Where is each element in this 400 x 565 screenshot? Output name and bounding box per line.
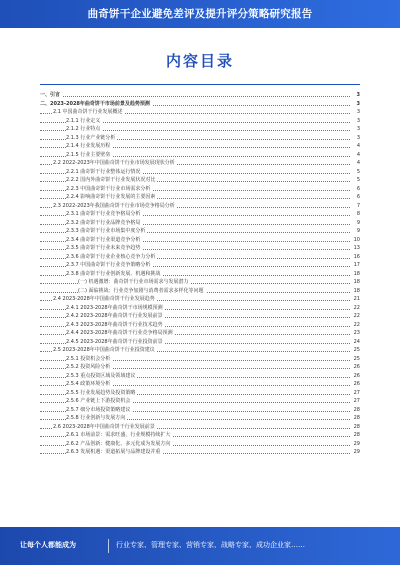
report-header: [0, 0, 400, 28]
toc-entry-page: 25: [353, 355, 360, 362]
toc-entry-page: 26: [353, 372, 360, 379]
toc-entry-page: 21: [353, 296, 360, 302]
toc-entry-text: (二) 面临挑战：行业竞争加剧与消费者需求多样化等问题: [78, 287, 204, 294]
toc-entry-text: 2.5.5 行业发展趋势及投资策略: [66, 389, 136, 396]
toc-entry-text: 2.1.4 行业发展历程: [66, 143, 111, 149]
toc-entry-text: 2.5.3 重点投资区域及领域建议: [66, 372, 136, 379]
toc-entry-page: 6: [356, 194, 360, 200]
toc-entry[interactable]: [40, 406, 360, 415]
toc-entry-page: 23: [353, 330, 360, 336]
toc-entry-page: 26: [353, 381, 360, 387]
toc-entry[interactable]: [40, 389, 360, 398]
toc-entry-page: 28: [353, 415, 360, 421]
toc-entry-text: 2.3.6 曲奇饼干行业企业核心竞争力分析: [66, 253, 156, 260]
toc-entry-page: 3: [356, 109, 360, 115]
toc-entry[interactable]: [40, 168, 360, 177]
toc-entry-text: 2.5 2023-2028年中国曲奇饼干行业投资建议: [53, 347, 155, 353]
toc-entry[interactable]: [40, 346, 360, 355]
toc-entry-page: 22: [353, 313, 360, 319]
toc-entry-page: 3: [356, 117, 360, 124]
report-title: 曲奇饼干企业避免差评及提升评分策略研究报告: [87, 8, 313, 20]
toc-entry[interactable]: [40, 321, 360, 330]
toc-entry[interactable]: [40, 278, 360, 287]
toc-entry[interactable]: [40, 176, 360, 185]
footer-divider: [108, 539, 109, 553]
toc-entry-page: 27: [353, 389, 360, 396]
toc-entry[interactable]: [40, 125, 360, 134]
toc-entry[interactable]: [40, 338, 360, 347]
toc-entry[interactable]: [40, 244, 360, 253]
toc-entry-text: 2.5.1 投资机会分析: [66, 355, 111, 362]
toc-entry-page: 4: [356, 151, 360, 158]
toc-entry-page: 7: [356, 202, 360, 209]
toc-entry-page: 18: [353, 279, 360, 285]
toc-entry[interactable]: [40, 295, 360, 304]
toc-entry-text: 一、引言: [40, 92, 61, 98]
table-of-contents: [40, 91, 360, 457]
toc-entry-text: 2.4.3 2023-2028年曲奇饼干行业技术趋势: [66, 321, 163, 328]
toc-entry-page: 17: [353, 262, 360, 268]
toc-entry-page: 3: [356, 134, 360, 141]
toc-entry-text: 2.3 2022-2023年我国曲奇饼干行业市场竞争格局分析: [53, 202, 175, 209]
toc-entry[interactable]: [40, 202, 360, 211]
toc-entry-text: 2.3.7 中国曲奇饼干行业竞争策略分析: [66, 262, 151, 268]
toc-entry-page: 5: [356, 177, 360, 183]
toc-entry-page: 28: [353, 423, 360, 430]
toc-entry-text: 2.4.4 2023-2028年曲奇饼干行业竞争格局预测: [66, 330, 173, 336]
toc-entry[interactable]: [40, 355, 360, 364]
toc-entry[interactable]: [40, 270, 360, 279]
toc-entry-text: 2.5.7 细分市场投资策略建议: [66, 406, 131, 413]
toc-entry-text: 2.5.8 行业创新与发展方向: [66, 415, 126, 421]
toc-entry-text: 2.5.4 政策环境分析: [66, 381, 111, 387]
toc-leader-dots: [40, 96, 350, 97]
toc-entry-text: 2.1.3 行业产业链分析: [66, 134, 116, 141]
toc-entry[interactable]: [40, 108, 360, 117]
toc-title: 内容目录: [165, 52, 234, 70]
toc-entry-page: 28: [353, 406, 360, 413]
toc-entry-text: 2.1.2 行业特点: [66, 126, 101, 132]
toc-entry-text: 2.3.4 曲奇饼干行业渠道竞争分析: [66, 236, 141, 243]
toc-entry-page: 27: [353, 398, 360, 404]
toc-entry-text: 2.4.2 2023-2028年曲奇饼干行业发展前景: [66, 313, 163, 319]
toc-entry-page: 28: [353, 432, 360, 438]
toc-entry[interactable]: [40, 304, 360, 313]
toc-entry[interactable]: [40, 372, 360, 381]
toc-entry-text: 2.5.6 产业链上下游投资机会: [66, 398, 131, 404]
toc-entry-page: 10: [353, 236, 360, 243]
toc-entry-page: 22: [353, 304, 360, 311]
toc-entry[interactable]: [40, 253, 360, 262]
toc-entry-page: 4: [356, 160, 360, 166]
toc-entry-text: 2.6.3 发展机遇：渠道拓展与品牌建设并重: [66, 449, 161, 455]
toc-entry[interactable]: [40, 329, 360, 338]
toc-entry-page: 8: [356, 211, 360, 217]
toc-entry[interactable]: [40, 193, 360, 202]
toc-entry[interactable]: [40, 423, 360, 432]
toc-entry-text: 2.1.1 行业定义: [66, 117, 101, 124]
toc-entry-text: 2.2.3 中国曲奇饼干行业市场需求分析: [66, 185, 151, 192]
toc-entry-text: 2.4 2023-2028年中国曲奇饼干行业发展趋势: [53, 296, 155, 302]
toc-entry-page: 22: [353, 321, 360, 328]
footer-banner: [0, 527, 400, 565]
toc-entry-text: 2.1.5 行业主要壁垒: [66, 151, 111, 158]
toc-entry-text: 2.3.3 曲奇饼干行业市场集中度分析: [66, 228, 146, 234]
toc-entry[interactable]: [40, 431, 360, 440]
toc-entry-page: 29: [353, 449, 360, 455]
toc-entry-text: 2.2.2 国内外曲奇饼干行业发展状况对比: [66, 177, 156, 183]
toc-entry-text: 2.3.2 曲奇饼干行业品牌竞争格局: [66, 219, 141, 226]
toc-entry-page: 26: [353, 364, 360, 370]
toc-entry-text: 2.3.8 曲奇饼干行业创新发展、机遇和挑战: [66, 270, 161, 277]
toc-entry-text: 2.2.4 影响曲奇饼干行业发展的主要因素: [66, 194, 156, 200]
toc-entry[interactable]: [40, 287, 360, 296]
toc-entry[interactable]: [40, 185, 360, 194]
toc-entry[interactable]: [40, 210, 360, 219]
toc-entry-text: 2.4.5 2023-2028年曲奇饼干行业投资前景: [66, 338, 163, 345]
toc-entry-text: 2.3.1 曲奇饼干行业竞争格局分析: [66, 211, 141, 217]
toc-entry-text: 2.2.1 曲奇饼干行业整体运行情况: [66, 168, 141, 175]
toc-entry-page: 3: [356, 126, 360, 132]
toc-entry[interactable]: [40, 91, 360, 100]
toc-top-rule: [40, 84, 360, 85]
toc-entry-text: 2.4.1 2023-2028年曲奇饼干市场规模预测: [66, 304, 163, 311]
toc-entry[interactable]: [40, 134, 360, 143]
toc-entry-page: 3: [356, 100, 360, 107]
toc-entry-text: 2.6 2023-2028年中国曲奇饼干行业发展前景: [53, 423, 155, 430]
toc-entry-page: 4: [356, 143, 360, 149]
toc-entry[interactable]: [40, 440, 360, 449]
toc-entry-text: 2.2 2022-2023年中国曲奇饼干行业市场发展现状分析: [53, 160, 175, 166]
toc-entry-page: 9: [356, 228, 360, 234]
toc-entry[interactable]: [40, 236, 360, 245]
toc-entry[interactable]: [40, 100, 360, 109]
toc-entry[interactable]: [40, 159, 360, 168]
toc-entry[interactable]: [40, 219, 360, 228]
toc-entry-text: 2.6.1 市场前景：需求旺盛，行业规模持续扩大: [66, 432, 171, 438]
footer-slogan: 让每个人都能成为: [20, 541, 76, 549]
toc-entry-text: (一) 机遇激增：曲奇饼干行业市场需求与发展潜力: [78, 279, 189, 285]
toc-entry-page: 6: [356, 185, 360, 192]
toc-entry-text: 二、2023-2028年曲奇饼干市场前景及趋势预测: [40, 100, 150, 107]
toc-entry-page: 25: [353, 347, 360, 353]
toc-entry[interactable]: [40, 117, 360, 126]
toc-entry-page: 5: [356, 168, 360, 175]
toc-entry[interactable]: [40, 312, 360, 321]
toc-entry-text: 2.1 中国曲奇饼干行业发展概述: [53, 109, 123, 115]
toc-entry-page: 18: [353, 270, 360, 277]
toc-entry[interactable]: [40, 227, 360, 236]
toc-entry-page: 13: [353, 245, 360, 251]
toc-entry-page: 24: [353, 338, 360, 345]
toc-entry-page: 16: [353, 253, 360, 260]
toc-entry[interactable]: [40, 380, 360, 389]
footer-description: 行业专家、管理专家、营销专家、战略专家、成功企业家……: [116, 541, 305, 549]
toc-entry-text: 2.3.5 曲奇饼干行业未来竞争趋势: [66, 245, 141, 251]
toc-entry-page: 18: [353, 287, 360, 294]
toc-entry[interactable]: [40, 414, 360, 423]
toc-entry-text: 2.5.2 投资风险分析: [66, 364, 111, 370]
toc-entry[interactable]: [40, 448, 360, 457]
toc-entry-page: 29: [353, 440, 360, 447]
toc-entry[interactable]: [40, 142, 360, 151]
toc-entry-page: 9: [356, 219, 360, 226]
toc-entry-page: 3: [356, 92, 360, 98]
toc-entry[interactable]: [40, 261, 360, 270]
toc-entry[interactable]: [40, 397, 360, 406]
toc-entry[interactable]: [40, 151, 360, 160]
toc-entry[interactable]: [40, 363, 360, 372]
toc-entry-text: 2.6.2 产品创新：健康化、多元化成为发展方向: [66, 440, 171, 447]
